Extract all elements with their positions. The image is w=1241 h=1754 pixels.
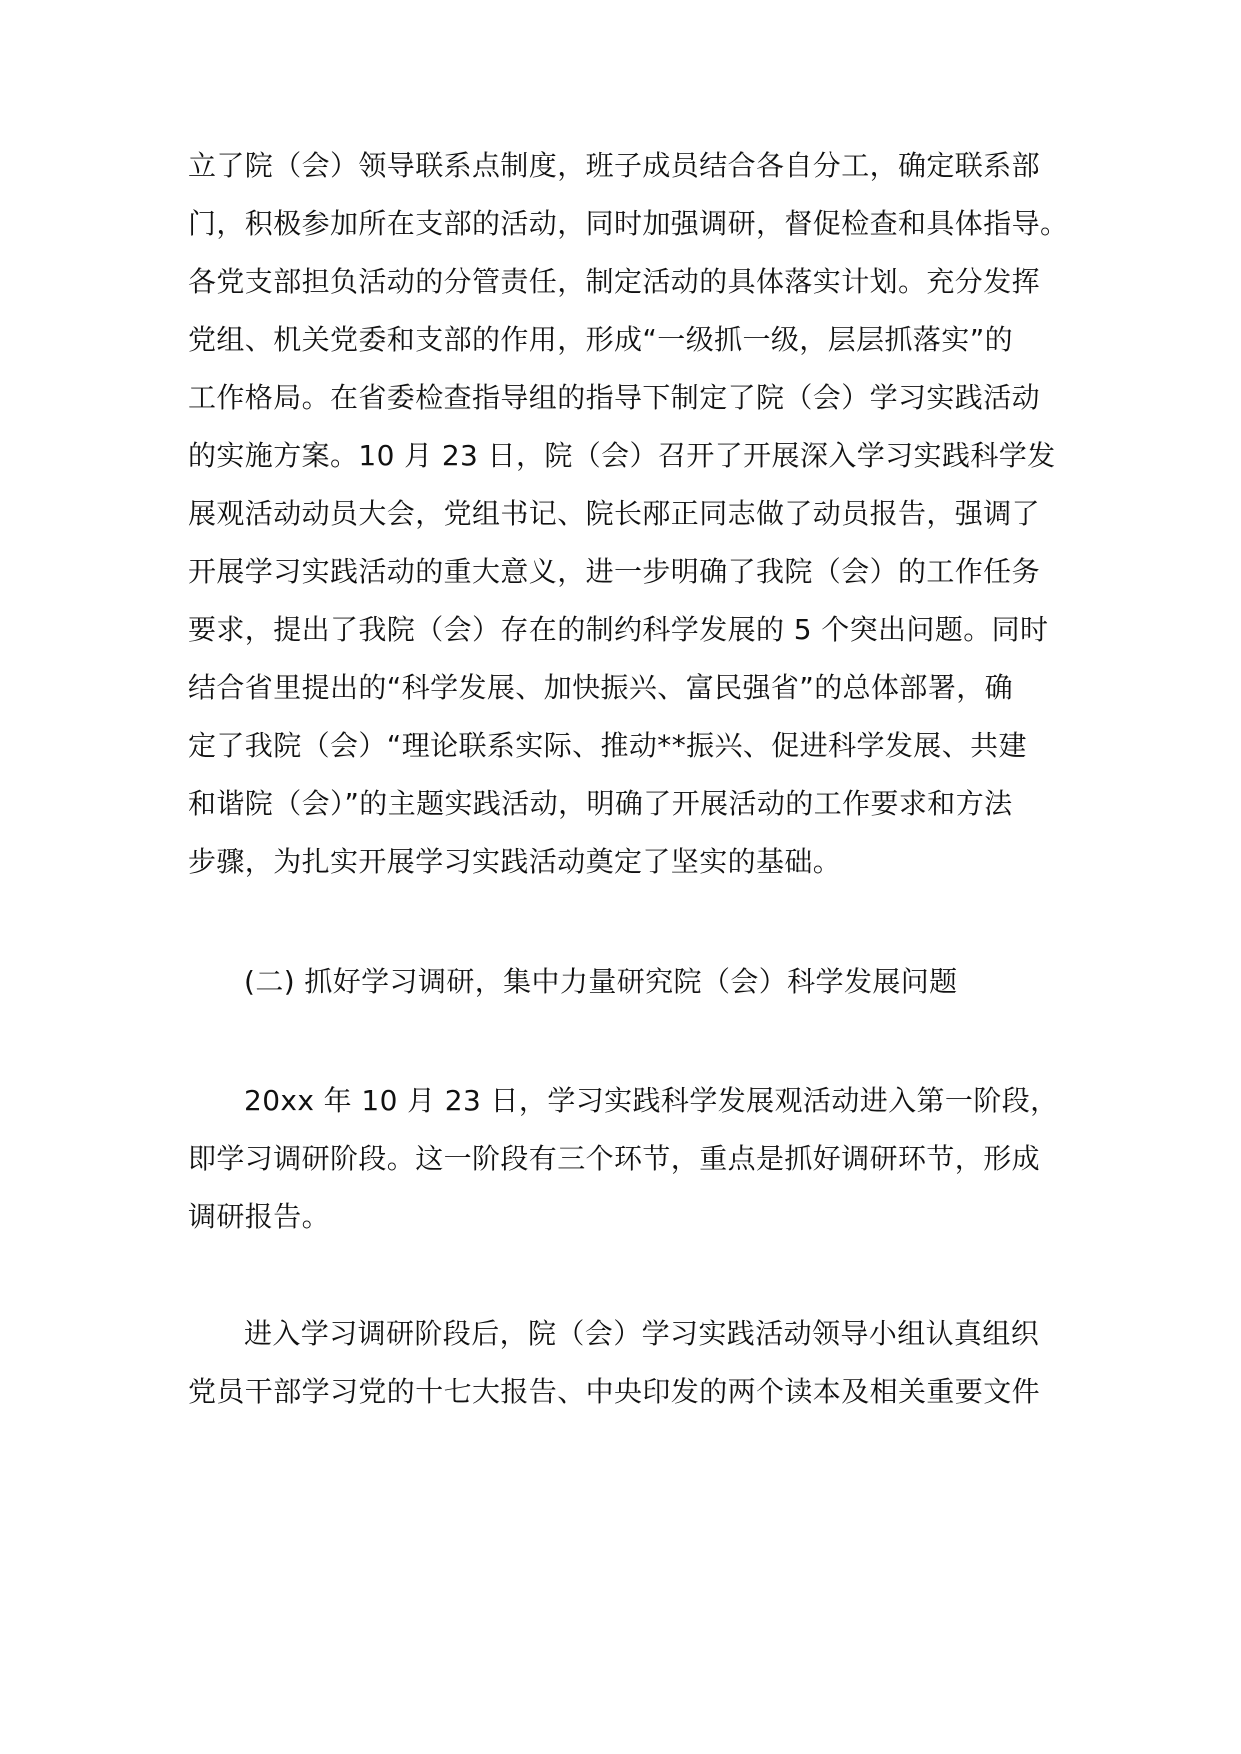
text-line: 调研报告。: [188, 1200, 331, 1233]
text-line: 党员干部学习党的十七大报告、中央印发的两个读本及相关重要文件: [188, 1375, 1041, 1408]
text-line: 开展学习实践活动的重大意义，进一步明确了我院（会）的工作任务: [188, 555, 1041, 588]
text-line: 和谐院（会）”的主题实践活动，明确了开展活动的工作要求和方法: [188, 787, 1013, 820]
section-heading: (二) 抓好学习调研，集中力量研究院（会）科学发展问题: [244, 965, 958, 998]
text-line: 即学习调研阶段。这一阶段有三个环节，重点是抓好调研环节，形成: [188, 1142, 1041, 1175]
text-line: 党组、机关党委和支部的作用，形成“一级抓一级，层层抓落实”的: [188, 323, 1014, 356]
text-line: 结合省里提出的“科学发展、加快振兴、富民强省”的总体部署，确: [188, 671, 1014, 704]
text-line: 立了院（会）领导联系点制度，班子成员结合各自分工，确定联系部: [188, 149, 1041, 182]
text-line: 步骤，为扎实开展学习实践活动奠定了坚实的基础。: [188, 845, 842, 878]
text-line: 展观活动动员大会，党组书记、院长邴正同志做了动员报告，强调了: [188, 497, 1041, 530]
text-line: 门，积极参加所在支部的活动，同时加强调研，督促检查和具体指导。: [188, 207, 1069, 240]
text-line: 各党支部担负活动的分管责任，制定活动的具体落实计划。充分发挥: [188, 265, 1041, 298]
text-line: 定了我院（会）“理论联系实际、推动**振兴、促进科学发展、共建: [188, 729, 1027, 762]
text-line: 工作格局。在省委检查指导组的指导下制定了院（会）学习实践活动: [188, 381, 1041, 414]
text-line: 20xx 年 10 月 23 日，学习实践科学发展观活动进入第一阶段，: [244, 1084, 1059, 1117]
text-line: 要求，提出了我院（会）存在的制约科学发展的 5 个突出问题。同时: [188, 613, 1049, 646]
text-line: 进入学习调研阶段后，院（会）学习实践活动领导小组认真组织: [244, 1317, 1040, 1350]
text-line: 的实施方案。10 月 23 日，院（会）召开了开展深入学习实践科学发: [188, 439, 1056, 472]
